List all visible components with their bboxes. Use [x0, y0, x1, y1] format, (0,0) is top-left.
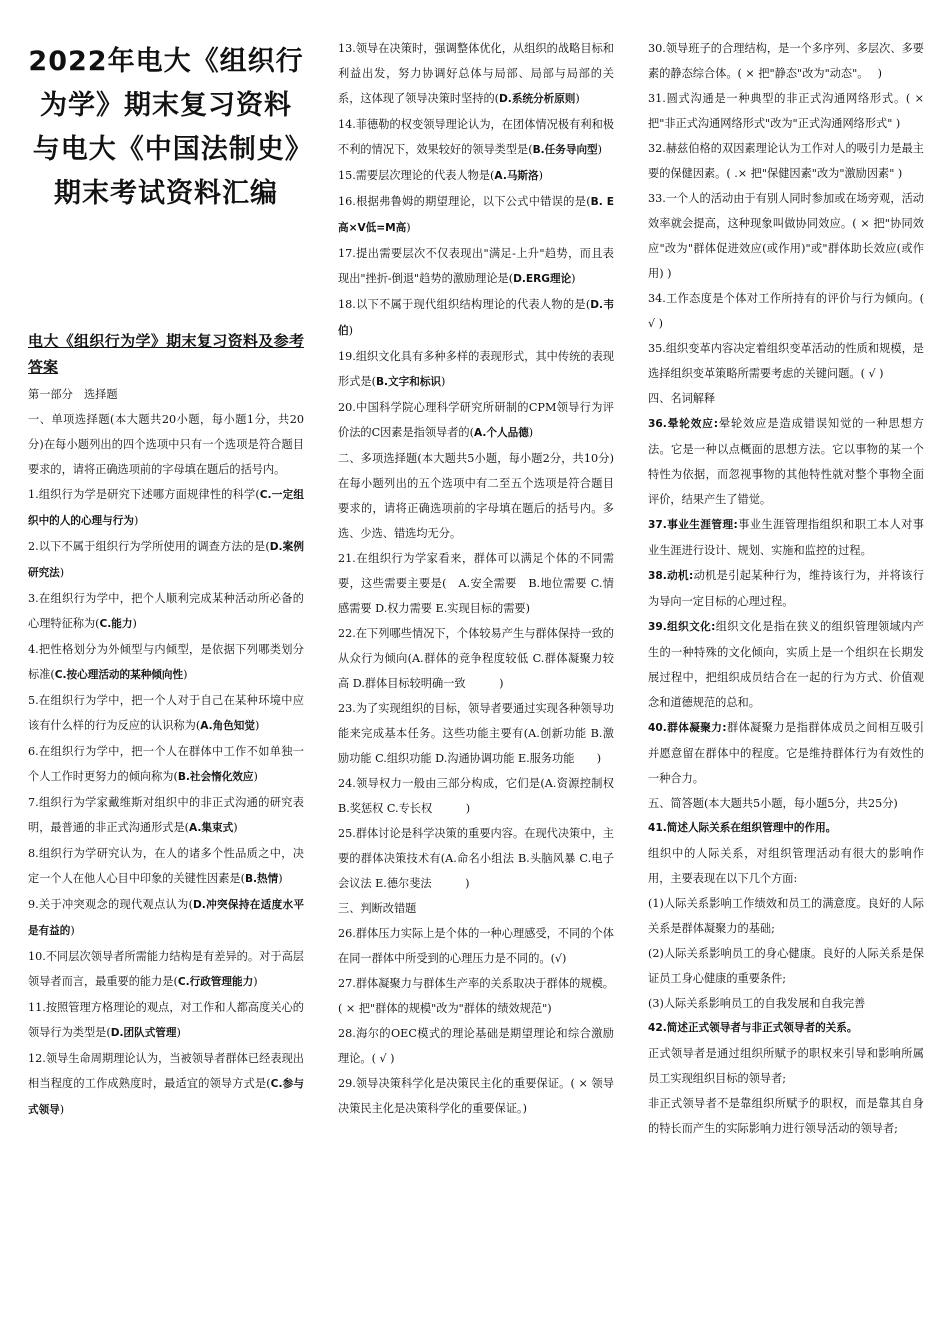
answer-body	[648, 841, 924, 1016]
question-item	[28, 892, 304, 944]
answer-text: D.团队式管理	[110, 1027, 177, 1039]
question-item	[28, 790, 304, 841]
question-42-title: 42.简述正式领导者与非正式领导者的关系。	[648, 1022, 858, 1034]
question-item: 22.在下列哪些情况下，个体较易产生与群体保持一致的从众行为倾向(A.群体的竞争程度较低 C.群体凝聚力较高 D.群体目标较明确一致 )	[338, 627, 614, 690]
question-item	[338, 112, 614, 163]
answer-text: D.ERG理论	[513, 273, 572, 285]
question-text: 13.领导在决策时，强调整体优化，从组织的战略目标和利益出发，努力协调好总体与局部、局部与局部的关系，这体现了领导决策时坚持的(	[338, 42, 614, 105]
answer-text: D.冲突保持在适度水平是有益的	[28, 899, 304, 937]
question-close: )	[597, 143, 603, 156]
question-text: 15.需要层次理论的代表人物是(	[338, 169, 495, 182]
question-close: )	[233, 821, 238, 834]
spacer	[28, 216, 304, 328]
answer-text: B.热情	[244, 873, 279, 885]
question-close: )	[278, 872, 283, 885]
answer-text: C.按心理活动的某种倾向性	[54, 669, 184, 681]
answer-text: B.任务导向型	[532, 144, 598, 156]
column-2	[338, 36, 614, 1121]
page-title: 2022年电大《组织行为学》期末复习资料与电大《中国法制史》期末考试资料汇编	[28, 46, 304, 209]
definition: 晕轮效应是造成错误知觉的一种思想方法。它是一种以点概面的思想方法。它以事物的某一个特性为依据，而忽视事物的其他特性就对整个事物全面评价，结果产生了错觉。	[648, 417, 924, 506]
question-close: )	[528, 426, 534, 439]
part-label: 第一部分 选择题	[28, 388, 118, 401]
question-item: 32.赫兹伯格的双因素理论认为工作对人的吸引力是最主要的保健因素。( .× 把"保健因素"改为"激励因素" )	[648, 142, 924, 180]
question-item	[338, 292, 614, 344]
question-item: 30.领导班子的合理结构，是一个多序列、多层次、多要素的静态综合体。( × 把"静态"改为"动态"。 )	[648, 42, 924, 80]
answer-text: A.个人品德	[474, 427, 529, 439]
question-text: 10.不同层次领导者所需能力结构是有差异的。对于高层领导者而言，最重要的能力是(	[28, 950, 304, 988]
question-item	[28, 482, 304, 534]
answer-text: B.社会惰化效应	[177, 771, 254, 783]
answer-text: B. E高×V低=M高	[338, 196, 614, 234]
section-heading: 电大《组织行为学》期末复习资料及参考答案	[28, 332, 304, 376]
question-text: 2.以下不属于组织行为学所使用的调查方法的是(	[28, 540, 270, 553]
answer-text: C.能力	[99, 618, 133, 630]
question-close: )	[183, 668, 188, 681]
question-close: )	[571, 272, 576, 285]
answer-text: C.一定组织中的人的心理与行为	[28, 489, 304, 527]
definition-item	[648, 512, 924, 563]
judge-intro: 三、判断改错题	[338, 902, 417, 915]
question-text: 1.组织行为学是研究下述哪方面规律性的科学(	[28, 488, 260, 501]
question-close: )	[70, 924, 75, 937]
definition-item	[648, 715, 924, 791]
question-item: 25.群体讨论是科学决策的重要内容。在现代决策中，主要的群体决策技术有(A.命名小组法 B.头脑风暴 C.电子会议法 E.德尔斐法 )	[338, 827, 614, 890]
question-text: 19.组织文化具有多种多样的表现形式，其中传统的表现形式是(	[338, 350, 614, 388]
term: 37.事业生涯管理:	[648, 519, 738, 531]
question-item	[28, 944, 304, 995]
answer-text: B.文字和标识	[375, 376, 442, 388]
question-close: )	[575, 92, 580, 105]
question-close: )	[441, 375, 446, 388]
column-3	[648, 36, 924, 1141]
question-text: 18.以下不属于现代组织结构理论的代表人物的是(	[338, 298, 591, 311]
question-item	[28, 534, 304, 586]
question-text: 8.组织行为学研究认为，在人的诸多个性品质之中，决定一个人在他人心目中印象的关键性因素是(	[28, 847, 304, 885]
definition-item	[648, 411, 924, 512]
answer-paragraph: (1)人际关系影响工作绩效和员工的满意度。良好的人际关系是群体凝聚力的基础;	[648, 897, 924, 935]
question-item	[338, 344, 614, 395]
question-text: 5.在组织行为学中，把一个人对于自己在某种环境中应该有什么样的行为反应的认识称为(	[28, 694, 304, 732]
noun-intro: 四、名词解释	[648, 392, 716, 405]
question-item: 28.海尔的OEC模式的理论基础是期望理论和综合激励理论。( √ )	[338, 1027, 614, 1065]
question-text: 12.领导生命周期理论认为，当被领导者群体已经表现出相当程度的工作成熟度时，最适宜的领导方式是(	[28, 1052, 304, 1090]
question-item	[28, 841, 304, 892]
question-item: 21.在组织行为学家看来，群体可以满足个体的不同需要，这些需要主要是( A.安全需要 B.地位需要 C.情感需要 D.权力需要 E.实现目标的需要)	[338, 552, 614, 615]
question-text: 20.中国科学院心理科学研究所研制的CPM领导行为评价法的C因素是指领导者的(	[338, 401, 614, 439]
question-close: )	[59, 1103, 65, 1116]
question-close: )	[253, 770, 258, 783]
definition-item	[648, 563, 924, 614]
question-item: 34.工作态度是个体对工作所持有的评价与行为倾向。( √ )	[648, 292, 924, 330]
definition: 事业生涯管理指组织和职工本人对事业生涯进行设计、规划、实施和监控的过程。	[648, 518, 924, 557]
question-item	[28, 739, 304, 790]
question-list	[648, 36, 924, 386]
question-item	[338, 395, 614, 446]
question-item: 35.组织变革内容决定着组织变革活动的性质和规模，是选择组织变革策略所需要考虑的关键问题。( √ )	[648, 342, 924, 380]
question-41-title: 41.简述人际关系在组织管理中的作用。	[648, 822, 837, 834]
question-list	[648, 411, 924, 791]
answer-paragraph: 非正式领导者不是靠组织所赋予的职权，而是靠其自身的特长而产生的实际影响力进行领导活动的领导者;	[648, 1097, 924, 1135]
answer-text: C.参与式领导	[28, 1078, 304, 1116]
answer-paragraph: (3)人际关系影响员工的自我发展和自我完善	[648, 997, 866, 1010]
question-item	[338, 36, 614, 112]
question-item: 23.为了实现组织的目标，领导者要通过实现各种领导功能来完成基本任务。这些功能主要有(A.创新功能 B.激励功能 C.组织功能 D.沟通协调功能 E.服务功能 )	[338, 702, 614, 765]
question-item	[28, 637, 304, 688]
question-text: 4.把性格划分为外倾型与内倾型，是依据下列哪类划分标准(	[28, 643, 304, 681]
question-list	[338, 546, 614, 896]
question-item	[28, 586, 304, 637]
short-answer-intro: 五、简答题(本大题共5小题，每小题5分，共25分)	[648, 797, 898, 810]
question-item	[338, 241, 614, 292]
single-choice-intro: 一、单项选择题(本大题共20小题，每小题1分，共20分)在每小题列出的四个选项中只有一个选项是符合题目要求的，请将正确选项前的字母填在题后的括号内。	[28, 413, 304, 476]
question-text: 11.按照管理方格理论的观点，对工作和人都高度关心的领导行为类型是(	[28, 1001, 304, 1039]
question-list	[28, 482, 304, 1123]
question-close: )	[132, 617, 137, 630]
answer-paragraph: 组织中的人际关系，对组织管理活动有很大的影响作用，主要表现在以下几个方面:	[648, 847, 924, 885]
question-close: )	[176, 1026, 181, 1039]
answer-text: C.行政管理能力	[177, 976, 254, 988]
answer-text: A.马斯洛	[494, 170, 539, 182]
question-item	[338, 163, 614, 189]
question-item	[28, 995, 304, 1046]
term: 39.组织文化:	[648, 621, 716, 633]
question-close: )	[253, 975, 258, 988]
question-close: )	[59, 566, 65, 579]
question-text: 3.在组织行为学中，把个人顺利完成某种活动所必备的心理特征称为(	[28, 592, 304, 630]
question-close: )	[348, 324, 353, 337]
definition: 群体凝聚力是指群体成员之间相互吸引并愿意留在群体中的程度。它是维持群体行为有效性的一种合力。	[648, 721, 924, 785]
definition: 组织文化是指在狭义的组织管理领域内产生的一种特殊的文化倾向，实质上是一个组织在长期发展过程中，把组织成员结合在一起的行为方式、价值观念和道德规范的总和。	[648, 620, 924, 709]
question-text: 16.根据弗鲁姆的期望理论，以下公式中错误的是(	[338, 195, 591, 208]
answer-text: D.系统分析原则	[499, 93, 576, 105]
question-text: 14.菲德勒的权变领导理论认为，在团体情况极有利和极不利的情况下，效果较好的领导类型是(	[338, 118, 614, 156]
answer-paragraph: (2)人际关系影响员工的身心健康。良好的人际关系是保证员工身心健康的重要条件;	[648, 947, 924, 985]
answer-text: A.集束式	[189, 822, 234, 834]
question-close: )	[133, 514, 139, 527]
question-item	[338, 189, 614, 241]
question-item: 31.圆式沟通是一种典型的非正式沟通网络形式。( × 把"非正式沟通网络形式"改为"正式沟通网络形式" )	[648, 92, 924, 130]
definition: 动机是引起某种行为，维持该行为，并将该行为导向一定目标的心理过程。	[648, 569, 924, 608]
question-item: 29.领导决策科学化是决策民主化的重要保证。( × 领导决策民主化是决策科学化的重要保证。)	[338, 1077, 614, 1115]
question-list	[338, 921, 614, 1121]
column-1	[28, 36, 304, 1123]
question-item	[28, 1046, 304, 1123]
question-text: 6.在组织行为学中，把一个人在群体中工作不如单独一个人工作时更努力的倾向称为(	[28, 745, 304, 783]
question-close: )	[254, 719, 260, 732]
question-item: 26.群体压力实际上是个体的一种心理感受，不同的个体在同一群体中所受到的心理压力是不同的。(√)	[338, 927, 614, 965]
term: 36.晕轮效应:	[648, 418, 719, 430]
question-text: 9.关于冲突观念的现代观点认为(	[28, 898, 193, 911]
answer-text: D.案例研究法	[28, 541, 304, 579]
question-item: 27.群体凝聚力与群体生产率的关系取决于群体的规模。( × 把"群体的规模"改为"群体的绩效规范")	[338, 977, 614, 1015]
answer-paragraph: 正式领导者是通过组织所赋予的职权来引导和影响所属员工实现组织目标的领导者;	[648, 1047, 924, 1085]
answer-body	[648, 1041, 924, 1141]
question-item: 33.一个人的活动由于有别人同时参加或在场旁观，活动效率就会提高，这种现象叫做协同效应。( × 把"协同效应"改为"群体促进效应(或作用)"或"群体助长效应(或作用) )	[648, 192, 924, 280]
answer-text: A.角色知觉	[200, 720, 255, 732]
multi-choice-intro: 二、多项选择题(本大题共5小题，每小题2分，共10分)在每小题列出的五个选项中有二至五个选项是符合题目要求的，请将正确选项前的字母填在题后的括号内。多选、少选、错选均无分。	[338, 452, 614, 540]
question-text: 17.提出需要层次不仅表现出"满足-上升"趋势，而且表现出"挫折-倒退"趋势的激励理论是(	[338, 247, 614, 285]
term: 40.群体凝聚力:	[648, 722, 727, 734]
question-item: 24.领导权力一般由三部分构成，它们是(A.资源控制权 B.奖惩权 C.专长权 )	[338, 777, 614, 815]
answer-text: D.韦伯	[338, 299, 614, 337]
question-list	[338, 36, 614, 446]
question-close: )	[538, 169, 543, 182]
definition-item	[648, 614, 924, 715]
question-text: 7.组织行为学家戴维斯对组织中的非正式沟通的研究表明，最普通的非正式沟通形式是(	[28, 796, 304, 834]
term: 38.动机:	[648, 570, 694, 582]
question-close: )	[406, 221, 411, 234]
question-item	[28, 688, 304, 739]
